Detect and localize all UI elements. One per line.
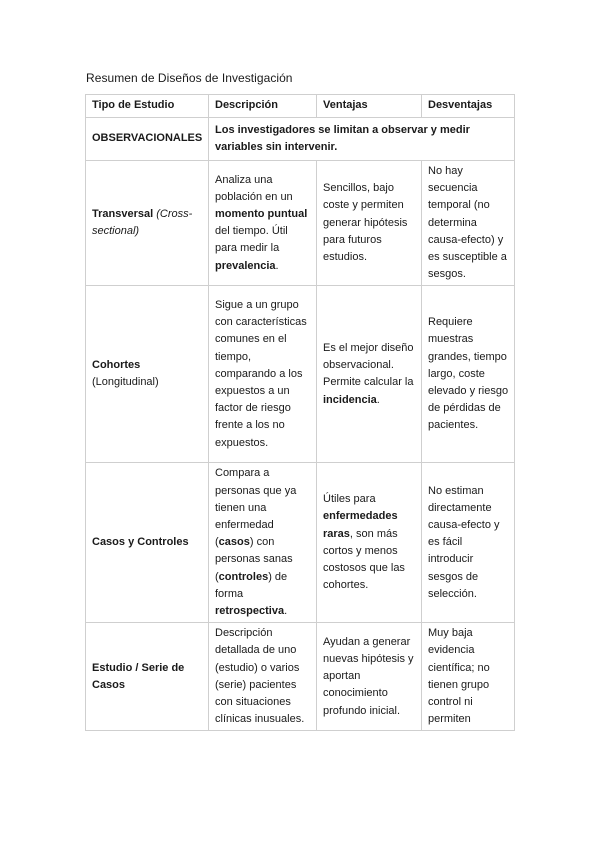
table-row xyxy=(86,623,515,731)
observational-description: Los investigadores se limitan a observar y medir variables sin intervenir. xyxy=(209,118,515,161)
description-cell: Sigue a un grupo con características comunes en el tiempo, comparando a los expuestos a un factor de riesgo frente a los no expuestos. xyxy=(209,286,317,463)
observational-label: OBSERVACIONALES xyxy=(86,118,209,161)
description-cell: Compara a personas que ya tienen una enfermedad (casos) con personas sanas (controles) de forma retrospectiva. xyxy=(209,463,317,623)
description-cell: Analiza una población en un momento puntual del tiempo. Útil para medir la prevalencia. xyxy=(209,161,317,286)
disadvantages-cell: Requiere muestras grandes, tiempo largo, coste elevado y riesgo de pérdidas de pacientes. xyxy=(422,286,515,463)
advantages-cell: Ayudan a generar nuevas hipótesis y aportan conocimiento profundo inicial. xyxy=(317,623,422,731)
advantages-cell: Sencillos, bajo coste y permiten generar hipótesis para futuros estudios. xyxy=(317,161,422,286)
advantages-cell: Es el mejor diseño observacional. Permite calcular la incidencia. xyxy=(317,286,422,463)
header-study-type: Tipo de Estudio xyxy=(86,95,209,118)
advantages-cell: Útiles para enfermedades raras, son más cortos y menos costosos que las cohortes. xyxy=(317,463,422,623)
table-header-row xyxy=(86,95,515,118)
description-cell: Descripción detallada de uno (estudio) o varios (serie) pacientes con situaciones clínicas inusuales. xyxy=(209,623,317,731)
header-description: Descripción xyxy=(209,95,317,118)
disadvantages-cell: Muy baja evidencia científica; no tienen grupo control ni permiten xyxy=(422,623,515,731)
study-type-cell xyxy=(86,623,209,731)
disadvantages-cell: No estiman directamente causa-efecto y es fácil introducir sesgos de selección. xyxy=(422,463,515,623)
observational-section-row xyxy=(86,118,515,161)
table-row xyxy=(86,463,515,623)
header-advantages: Ventajas xyxy=(317,95,422,118)
study-type-qualifier: (Longitudinal) xyxy=(92,376,159,389)
study-type-name: Transversal xyxy=(92,208,154,220)
study-type-cell xyxy=(86,463,209,623)
study-type-qualifier: (Cross-sectional) xyxy=(92,208,193,238)
table-row xyxy=(86,286,515,463)
table-row xyxy=(86,161,515,286)
study-type-name: Cohortes xyxy=(92,359,141,372)
study-designs-table xyxy=(85,94,515,731)
study-type-cell xyxy=(86,161,209,286)
document-title: Resumen de Diseños de Investigación xyxy=(86,71,293,85)
header-disadvantages: Desventajas xyxy=(422,95,515,118)
study-type-cell xyxy=(86,286,209,463)
study-type-name: Estudio / Serie de Casos xyxy=(92,661,185,691)
disadvantages-cell: No hay secuencia temporal (no determina causa-efecto) y es susceptible a sesgos. xyxy=(422,161,515,286)
study-type-name: Casos y Controles xyxy=(92,536,189,549)
